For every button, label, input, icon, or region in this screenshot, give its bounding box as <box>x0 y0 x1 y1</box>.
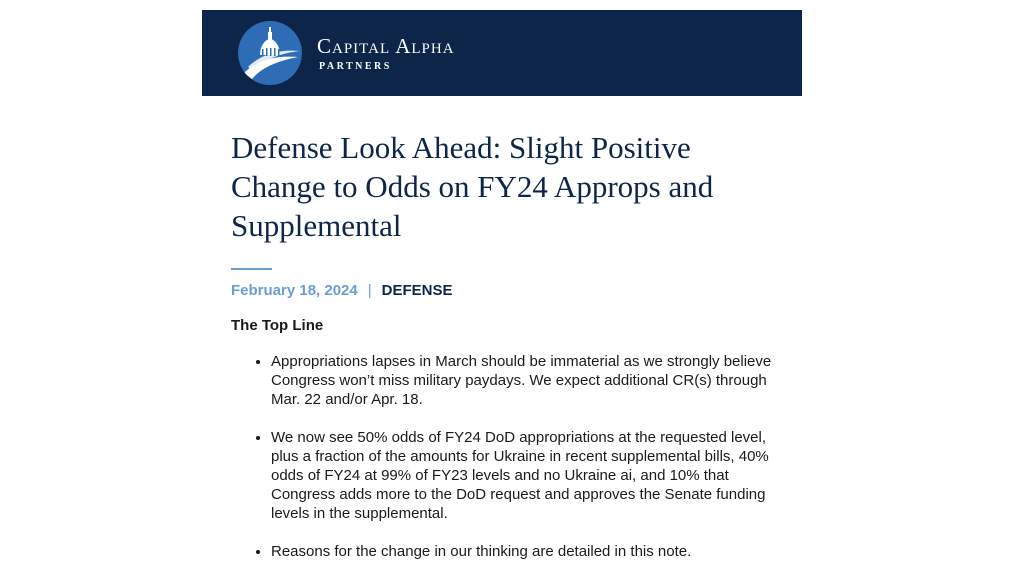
brand-name: Capital Alpha <box>317 34 455 58</box>
list-item: • We now see 50% odds of FY24 DoD appropriations at the requested level, plus a fraction of the amounts for Ukraine in recent supplemental bills, 40% odds of FY24 at 99% of FY23 levels and no Ukraine ai, and 10% that Congress adds more to the DoD request and approves the Senate funding levels in the supplemental. <box>271 428 791 523</box>
publish-date: February 18, 2024 <box>231 282 358 299</box>
list-item: • Reasons for the change in our thinking are detailed in this note. <box>271 542 791 561</box>
brand-subtitle: PARTNERS <box>319 61 392 72</box>
category-label: DEFENSE <box>381 282 453 299</box>
header-banner <box>202 10 802 96</box>
article-title: Defense Look Ahead: Slight Positive Change to Odds on FY24 Approps and Supplemental <box>231 130 714 243</box>
title-divider <box>231 268 272 270</box>
capitol-dome-logo-icon <box>238 21 302 85</box>
section-heading: The Top Line <box>231 317 324 334</box>
list-item: • Appropriations lapses in March should be immaterial as we strongly believe Congress won’t miss military paydays. We expect additional CR(s) through Mar. 22 and/or Apr. 18. <box>271 352 791 409</box>
meta-separator: | <box>367 282 372 299</box>
article-meta <box>231 282 453 299</box>
top-line-bullets <box>251 352 791 578</box>
